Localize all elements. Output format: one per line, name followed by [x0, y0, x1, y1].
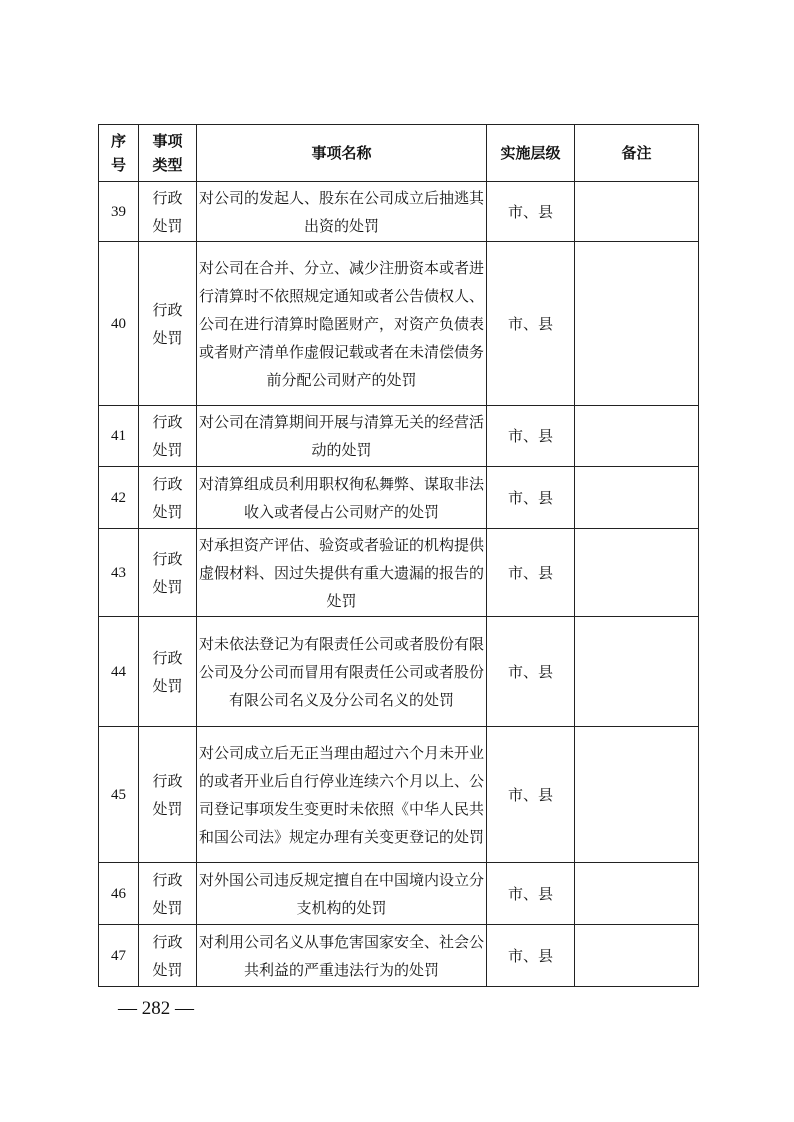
row-type-line2: 处罚	[152, 960, 183, 979]
row-note	[575, 406, 699, 467]
row-number: 40	[99, 242, 139, 406]
row-note	[575, 182, 699, 242]
row-type-line1: 行政	[152, 870, 183, 889]
row-level: 市、县	[487, 925, 575, 987]
header-level: 实施层级	[487, 125, 575, 182]
row-item-name: 对利用公司名义从事危害国家安全、社会公共利益的严重违法行为的处罚	[197, 925, 487, 987]
row-type-line2: 处罚	[152, 502, 183, 521]
row-type-line1: 行政	[152, 474, 183, 493]
row-item-name: 对未依法登记为有限责任公司或者股份有限公司及分公司而冒用有限责任公司或者股份有限公司名义及分公司名义的处罚	[197, 617, 487, 727]
row-item-name: 对清算组成员利用职权徇私舞弊、谋取非法收入或者侵占公司财产的处罚	[197, 467, 487, 529]
table-header-row	[99, 125, 699, 182]
row-level: 市、县	[487, 406, 575, 467]
row-number: 45	[99, 727, 139, 863]
header-type-line2: 类型	[152, 156, 183, 174]
row-level: 市、县	[487, 182, 575, 242]
row-type-line1: 行政	[152, 648, 183, 667]
row-type	[139, 617, 197, 727]
table-row	[99, 863, 699, 925]
row-type-line2: 处罚	[152, 441, 183, 459]
header-type-line1: 事项	[152, 132, 183, 150]
row-number: 39	[99, 182, 139, 242]
row-type	[139, 529, 197, 617]
header-seq	[99, 125, 139, 182]
items-table	[98, 124, 699, 987]
row-level: 市、县	[487, 467, 575, 529]
row-type-line1: 行政	[152, 188, 183, 207]
row-type-line1: 行政	[152, 932, 183, 951]
row-number: 41	[99, 406, 139, 467]
row-note	[575, 242, 699, 406]
row-type-line2: 处罚	[152, 676, 183, 695]
row-item-name: 对外国公司违反规定擅自在中国境内设立分支机构的处罚	[197, 863, 487, 925]
row-type	[139, 863, 197, 925]
row-item-name: 对公司成立后无正当理由超过六个月未开业的或者开业后自行停业连续六个月以上、公司登记事项发生变更时未依照《中华人民共和国公司法》规定办理有关变更登记的处罚	[197, 727, 487, 863]
row-level: 市、县	[487, 617, 575, 727]
row-number: 47	[99, 925, 139, 987]
table-row	[99, 406, 699, 467]
row-level: 市、县	[487, 727, 575, 863]
table-row	[99, 925, 699, 987]
table-row	[99, 242, 699, 406]
row-note	[575, 925, 699, 987]
row-type-line1: 行政	[152, 413, 183, 431]
header-name: 事项名称	[197, 125, 487, 182]
header-note: 备注	[575, 125, 699, 182]
row-item-name: 对公司在合并、分立、减少注册资本或者进行清算时不依照规定通知或者公告债权人、公司在进行清算时隐匿财产，对资产负债表或者财产清单作虚假记载或者在未清偿债务前分配公司财产的处罚	[197, 242, 487, 406]
row-type	[139, 727, 197, 863]
page-number: — 282 —	[118, 998, 194, 1019]
row-level: 市、县	[487, 242, 575, 406]
row-item-name: 对承担资产评估、验资或者验证的机构提供虚假材料、因过失提供有重大遗漏的报告的处罚	[197, 529, 487, 617]
row-level: 市、县	[487, 863, 575, 925]
row-item-name: 对公司的发起人、股东在公司成立后抽逃其出资的处罚	[197, 182, 487, 242]
header-seq-line1: 序	[110, 132, 126, 150]
row-number: 44	[99, 617, 139, 727]
row-type-line2: 处罚	[152, 328, 183, 347]
row-type-line2: 处罚	[152, 799, 183, 818]
header-seq-line2: 号	[110, 156, 126, 174]
row-number: 42	[99, 467, 139, 529]
row-type-line2: 处罚	[152, 577, 183, 596]
row-level: 市、县	[487, 529, 575, 617]
row-type-line1: 行政	[152, 549, 183, 568]
row-type-line2: 处罚	[152, 216, 183, 235]
row-type	[139, 242, 197, 406]
row-item-name: 对公司在清算期间开展与清算无关的经营活动的处罚	[197, 406, 487, 467]
table-row	[99, 529, 699, 617]
table-row	[99, 617, 699, 727]
row-note	[575, 727, 699, 863]
row-type	[139, 406, 197, 467]
row-number: 46	[99, 863, 139, 925]
row-note	[575, 467, 699, 529]
row-note	[575, 529, 699, 617]
table-row	[99, 727, 699, 863]
table-row	[99, 182, 699, 242]
row-type-line2: 处罚	[152, 898, 183, 917]
row-number: 43	[99, 529, 139, 617]
header-type	[139, 125, 197, 182]
table-row	[99, 467, 699, 529]
row-note	[575, 863, 699, 925]
row-type-line1: 行政	[152, 300, 183, 319]
row-type-line1: 行政	[152, 771, 183, 790]
row-type	[139, 182, 197, 242]
row-note	[575, 617, 699, 727]
row-type	[139, 467, 197, 529]
row-type	[139, 925, 197, 987]
